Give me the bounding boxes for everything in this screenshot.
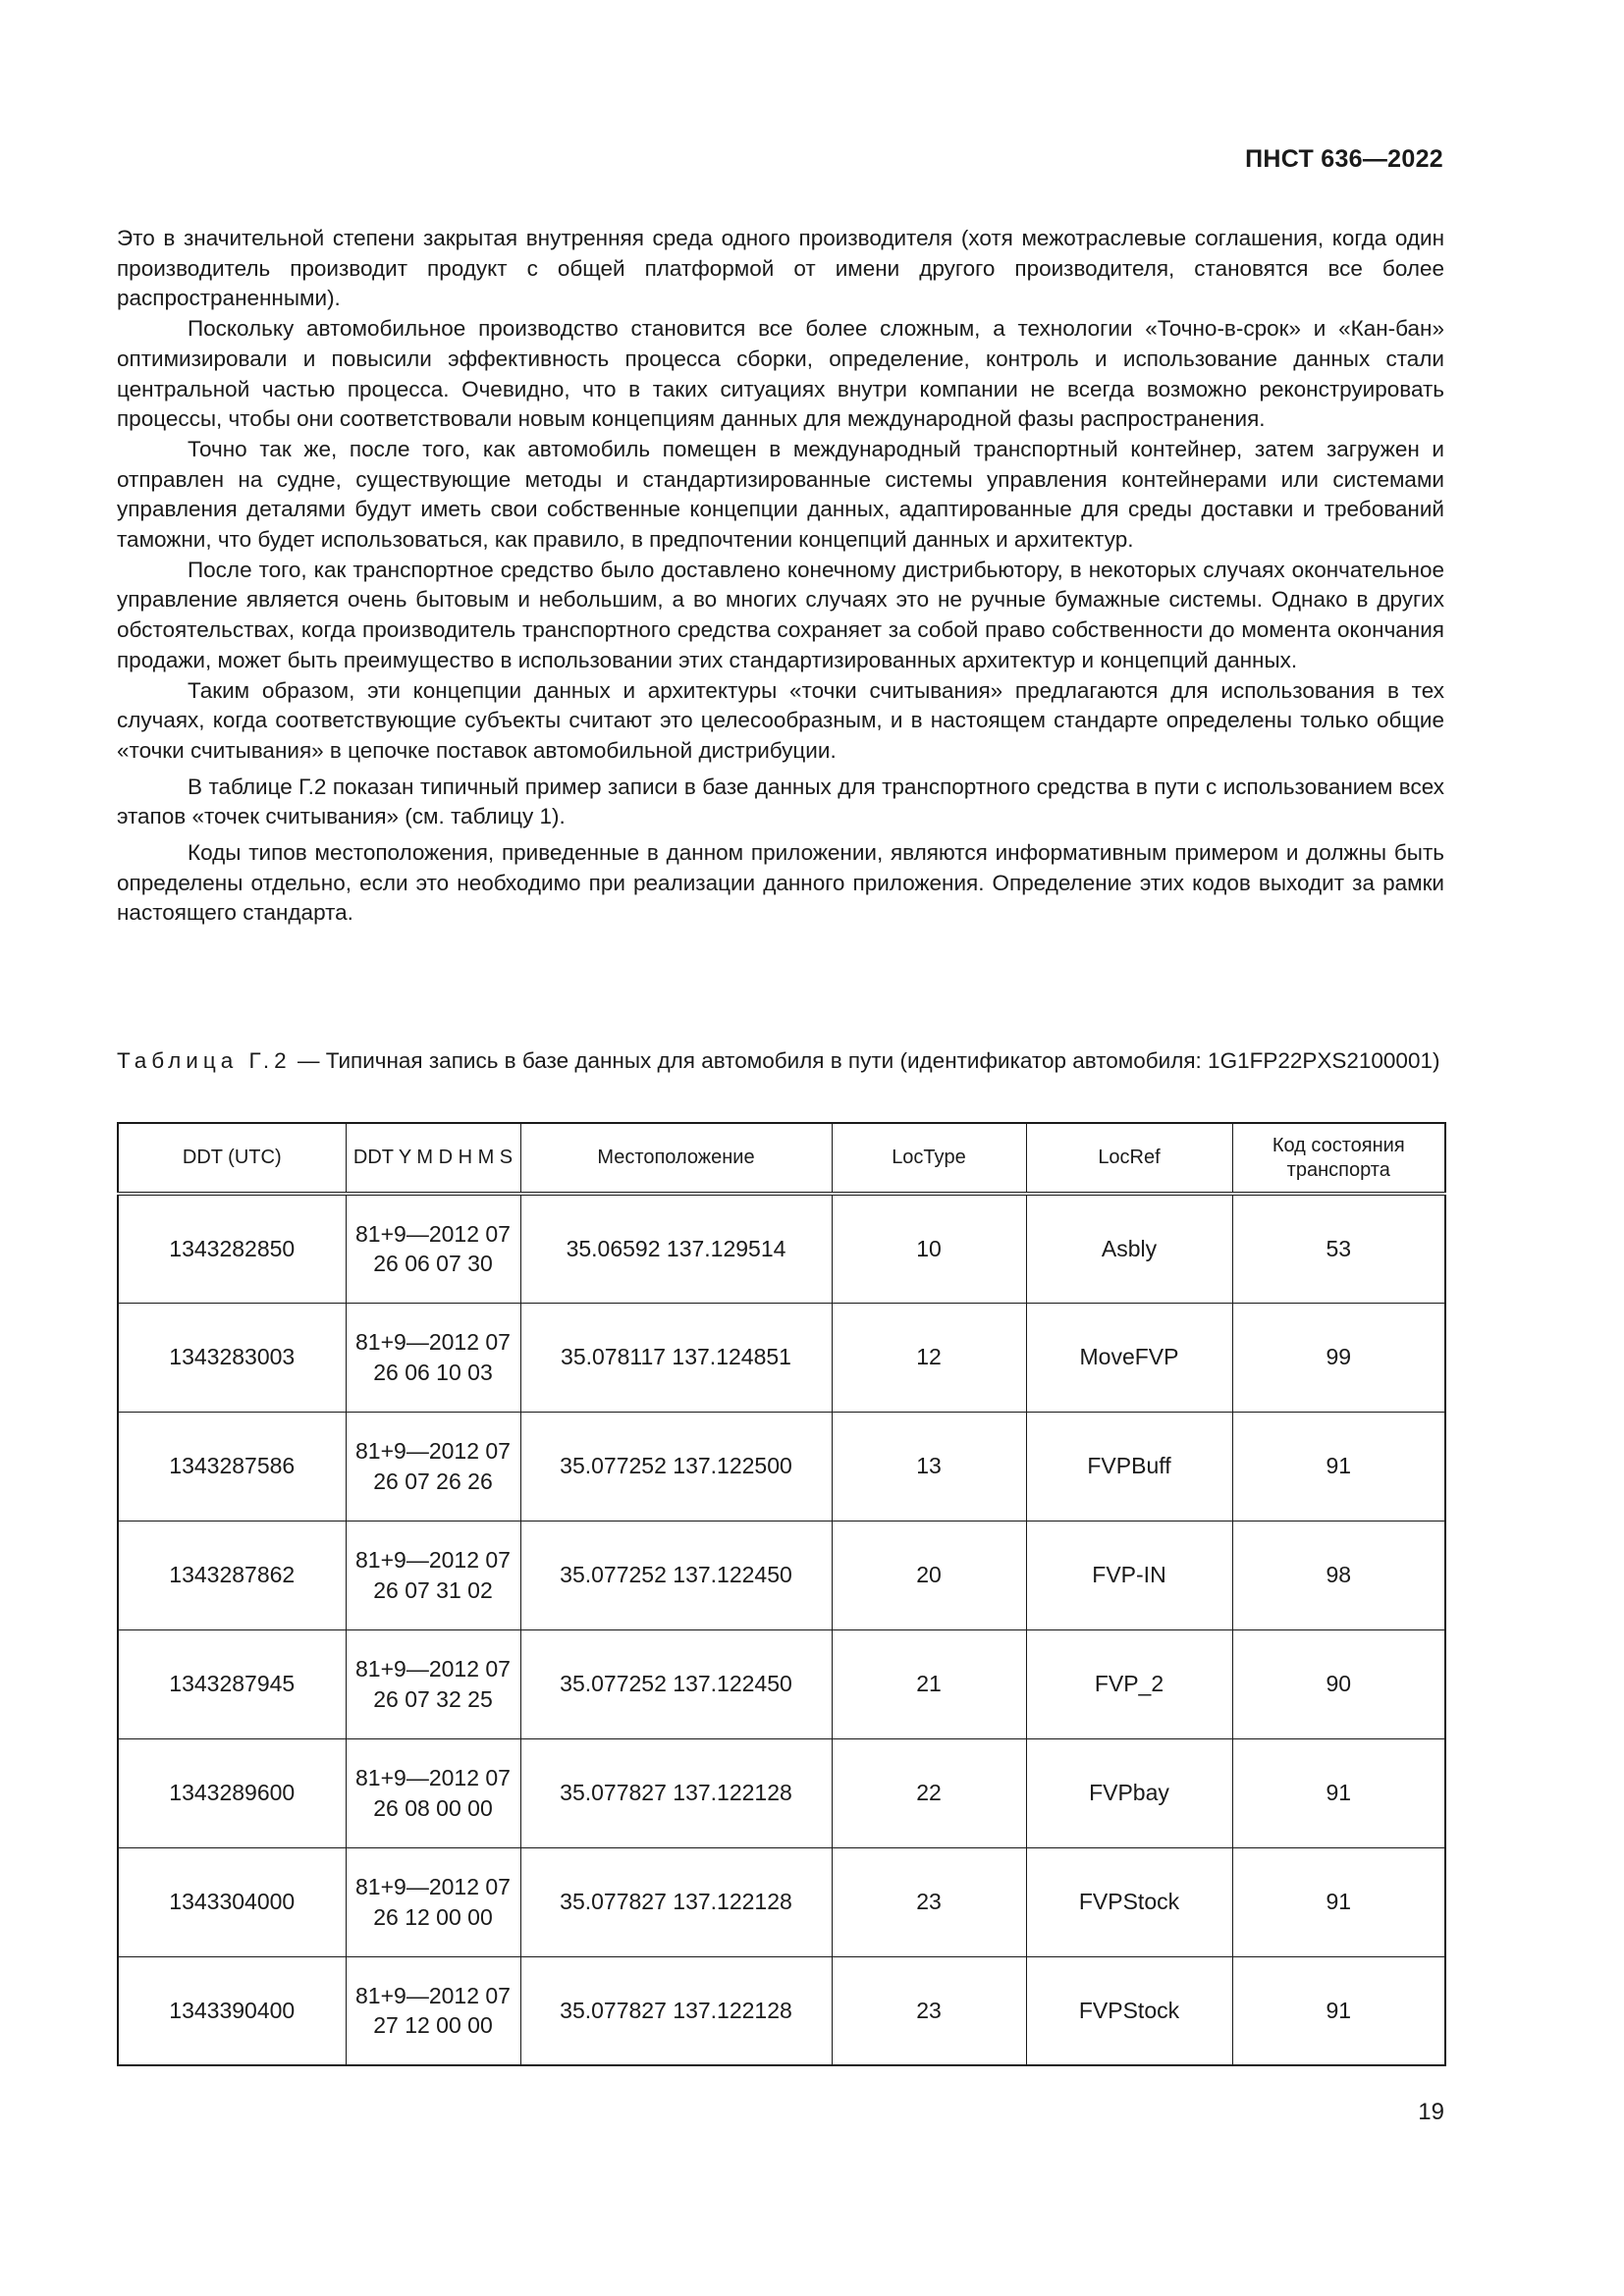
column-header: DDT (UTC): [118, 1123, 346, 1194]
table-cell: 53: [1232, 1194, 1445, 1303]
table-cell: 90: [1232, 1629, 1445, 1738]
table-row: [118, 1303, 1445, 1412]
column-header: DDT Y M D H M S: [346, 1123, 520, 1194]
table-cell: 35.06592 137.129514: [520, 1194, 832, 1303]
table-cell: 1343304000: [118, 1847, 346, 1956]
table-cell: 1343282850: [118, 1194, 346, 1303]
table-cell: 35.078117 137.124851: [520, 1303, 832, 1412]
table-cell: 99: [1232, 1303, 1445, 1412]
table-caption-text: — Типичная запись в базе данных для автомобиля в пути (идентификатор автомобиля: 1G1FP22PXS2100001): [291, 1048, 1440, 1073]
table-cell: 22: [832, 1738, 1026, 1847]
table-cell: 21: [832, 1629, 1026, 1738]
paragraph: Точно так же, после того, как автомобиль помещен в международный транспортный контейнер, затем загружен и отправлен на судне, существующие методы и стандартизированные системы управления контейнерами или системами управления деталями будут иметь свои собственные концепции данных, адаптированные для среды доставки и требований таможни, что будет использоваться, как правило, в предпочтении концепций данных и архитектур.: [117, 436, 1444, 553]
body-text: [117, 224, 1444, 929]
table-row: [118, 1521, 1445, 1629]
table-cell: 1343289600: [118, 1738, 346, 1847]
paragraph: Таким образом, эти концепции данных и архитектуры «точки считывания» предлагаются для использования в тех случаях, когда соответствующие субъекты считают это целесообразным, и в настоящем стандарте определены только общие «точки считывания» в цепочке поставок автомобильной дистрибуции.: [117, 677, 1444, 763]
table-row: [118, 1629, 1445, 1738]
table-row: [118, 1738, 1445, 1847]
table-cell: 1343390400: [118, 1956, 346, 2065]
table-cell: 81+9—2012 07 26 07 32 25: [346, 1629, 520, 1738]
table-cell: FVPStock: [1026, 1956, 1232, 2065]
table-cell: 81+9—2012 07 26 06 10 03: [346, 1303, 520, 1412]
table-cell: 13: [832, 1412, 1026, 1521]
table-cell: 35.077827 137.122128: [520, 1956, 832, 2065]
table-caption: [117, 1046, 1444, 1075]
table-row: [118, 1194, 1445, 1303]
column-header: Код состояния транспорта: [1232, 1123, 1445, 1194]
table-cell: FVP-IN: [1026, 1521, 1232, 1629]
table-cell: 35.077827 137.122128: [520, 1847, 832, 1956]
paragraph: В таблице Г.2 показан типичный пример записи в базе данных для транспортного средства в пути с использованием всех этапов «точек считывания» (см. таблицу 1).: [117, 774, 1444, 829]
table-row: [118, 1847, 1445, 1956]
table-cell: Asbly: [1026, 1194, 1232, 1303]
table-cell: 91: [1232, 1956, 1445, 2065]
table-cell: 35.077252 137.122450: [520, 1629, 832, 1738]
table-cell: 98: [1232, 1521, 1445, 1629]
table-cell: 81+9—2012 07 26 08 00 00: [346, 1738, 520, 1847]
table-cell: 81+9—2012 07 26 12 00 00: [346, 1847, 520, 1956]
table-cell: 35.077827 137.122128: [520, 1738, 832, 1847]
table-cell: 12: [832, 1303, 1026, 1412]
table-cell: FVPStock: [1026, 1847, 1232, 1956]
column-header: LocType: [832, 1123, 1026, 1194]
table-caption-label: Таблица Г.2: [117, 1048, 292, 1073]
document-code-header: ПНСТ 636—2022: [1245, 145, 1443, 173]
column-header: Местоположение: [520, 1123, 832, 1194]
paragraph: Это в значительной степени закрытая внутренняя среда одного производителя (хотя межотраслевые соглашения, когда один производитель производит продукт с общей платформой от имени другого производителя, становятся все более распространенными).: [117, 226, 1444, 311]
table-cell: 35.077252 137.122450: [520, 1521, 832, 1629]
table-cell: 10: [832, 1194, 1026, 1303]
table-cell: 1343287945: [118, 1629, 346, 1738]
table-cell: 91: [1232, 1738, 1445, 1847]
table-cell: 20: [832, 1521, 1026, 1629]
table-header-row: [118, 1123, 1445, 1194]
table-cell: 23: [832, 1847, 1026, 1956]
paragraph: Поскольку автомобильное производство становится все более сложным, а технологии «Точно-в-срок» и «Кан-бан» оптимизировали и повысили эффективность процесса сборки, определение, контроль и использование данных стали центральной частью процесса. Очевидно, что в таких ситуациях внутри компании не всегда возможно реконструировать процессы, чтобы они соответствовали новым концепциям данных для международной фазы распространения.: [117, 316, 1444, 432]
table-cell: 1343283003: [118, 1303, 346, 1412]
table-cell: FVPBuff: [1026, 1412, 1232, 1521]
table-cell: 91: [1232, 1412, 1445, 1521]
table-cell: MoveFVP: [1026, 1303, 1232, 1412]
table-row: [118, 1956, 1445, 2065]
paragraph: Коды типов местоположения, приведенные в данном приложении, являются информативным примером и должны быть определены отдельно, если это необходимо при реализации данного приложения. Определение этих кодов выходит за рамки настоящего стандарта.: [117, 840, 1444, 926]
table-cell: FVP_2: [1026, 1629, 1232, 1738]
table-row: [118, 1412, 1445, 1521]
table-cell: 81+9—2012 07 26 07 31 02: [346, 1521, 520, 1629]
vehicle-record-table: [117, 1122, 1446, 2066]
table-cell: 35.077252 137.122500: [520, 1412, 832, 1521]
table-cell: 1343287862: [118, 1521, 346, 1629]
table-cell: 81+9—2012 07 26 07 26 26: [346, 1412, 520, 1521]
table-cell: 81+9—2012 07 27 12 00 00: [346, 1956, 520, 2065]
paragraph: После того, как транспортное средство было доставлено конечному дистрибьютору, в некоторых случаях окончательное управление является очень бытовым и небольшим, а во многих случаях это не ручные бумажные системы. Однако в других обстоятельствах, когда производитель транспортного средства сохраняет за собой право собственности до момента окончания продажи, может быть преимущество в использовании этих стандартизированных архитектур и концепций данных.: [117, 557, 1444, 672]
table-cell: 91: [1232, 1847, 1445, 1956]
table-cell: 81+9—2012 07 26 06 07 30: [346, 1194, 520, 1303]
page-number: 19: [1418, 2099, 1444, 2125]
table-cell: 1343287586: [118, 1412, 346, 1521]
table-cell: FVPbay: [1026, 1738, 1232, 1847]
table-cell: 23: [832, 1956, 1026, 2065]
column-header: LocRef: [1026, 1123, 1232, 1194]
